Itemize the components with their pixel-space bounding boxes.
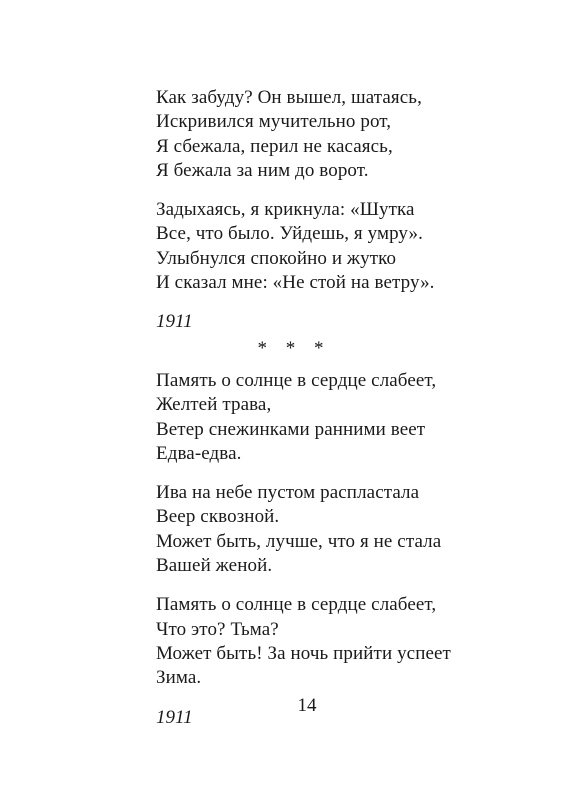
poem-line: Я сбежала, перил не касаясь,: [156, 135, 393, 157]
poem-line: Ива на небе пустом распластала: [156, 482, 420, 504]
poem-line: Память о солнце в сердце слабеет,: [156, 370, 437, 391]
poem-line: Может быть, лучше, что я не стала: [156, 530, 442, 552]
stanza: [156, 86, 536, 183]
poem-line: Вашей женой.: [156, 555, 273, 577]
poem-line: Едва-едва.: [156, 442, 242, 464]
poem-line: Все, что было. Уйдешь, я умру».: [156, 223, 423, 245]
stanza: [156, 593, 536, 690]
poem-2: [156, 369, 536, 730]
poem-line: Зима.: [156, 667, 202, 689]
poem-line: Может быть! За ночь прийти успеет: [156, 642, 451, 664]
poem-line: Память о солнце в сердце слабеет,: [156, 594, 437, 616]
poem-1: [156, 86, 536, 334]
poem-line: Веер сквозной.: [156, 506, 280, 528]
stanza: [156, 481, 536, 578]
poem-line: И сказал мне: «Не стой на ветру».: [156, 272, 435, 294]
poem-line: Я бежала за ним до ворот.: [156, 159, 369, 181]
stanza: [156, 198, 536, 295]
poem-line: Задыхаясь, я крикнула: «Шутка: [156, 199, 415, 221]
page-number: 14: [297, 695, 317, 716]
poem-line: Ветер снежинками ранними веет: [156, 418, 426, 440]
poem-line: Улыбнулся спокойно и жутко: [156, 247, 397, 269]
poem-year: 1911: [156, 311, 193, 333]
poem-line: Что это? Тьма?: [156, 618, 279, 640]
section-divider: * * *: [257, 338, 331, 359]
poem-line: Искривился мучительно рот,: [156, 111, 392, 133]
stanza: [156, 369, 536, 466]
poem-line: Желтей трава,: [156, 394, 272, 416]
poem-line: Как забуду? Он вышел, шатаясь,: [156, 87, 422, 108]
poem-year: 1911: [156, 706, 193, 728]
